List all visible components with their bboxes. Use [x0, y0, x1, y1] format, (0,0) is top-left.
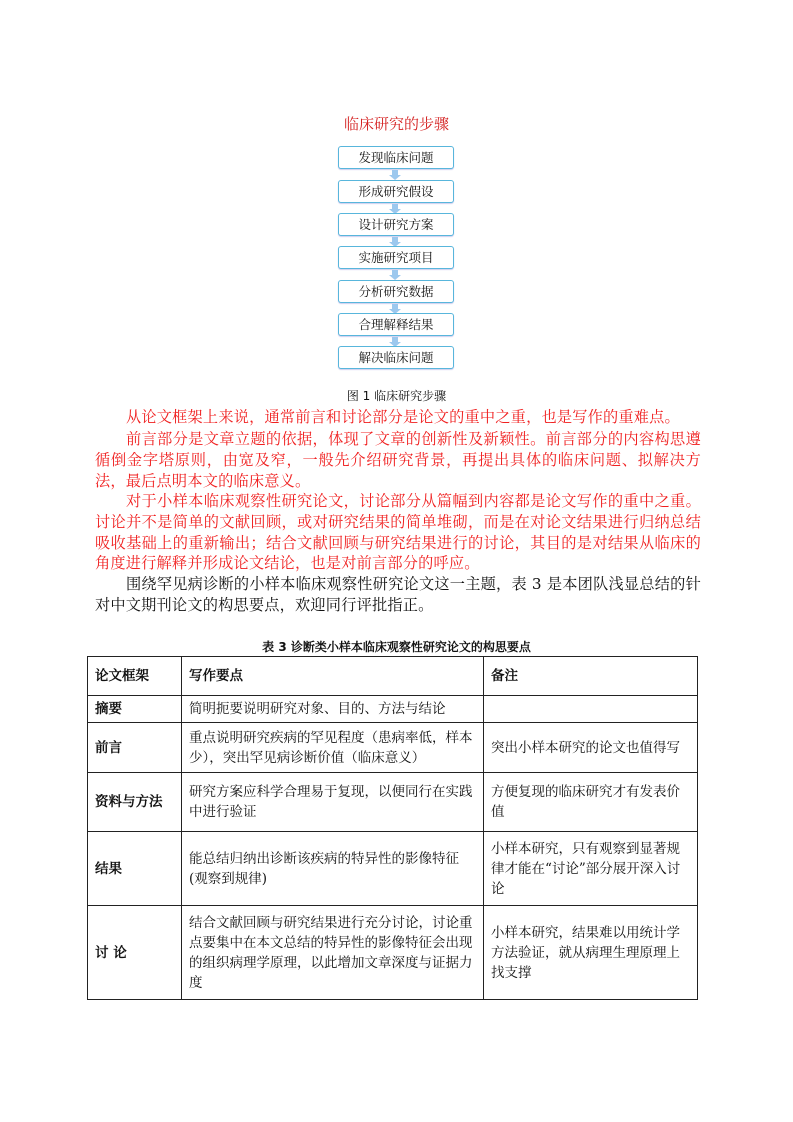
key-point-cell: 简明扼要说明研究对象、目的、方法与结论: [182, 696, 484, 723]
section-cell: 前言: [88, 723, 182, 773]
flow-step: 合理解释结果: [338, 313, 454, 336]
flow-step: 实施研究项目: [338, 246, 454, 269]
figure-caption: 图 1 临床研究步骤: [346, 389, 447, 403]
flow-step: 发现临床问题: [338, 146, 454, 169]
table-row: [88, 696, 698, 723]
header-cell: 写作要点: [182, 657, 484, 696]
flow-step: 分析研究数据: [338, 280, 454, 303]
figure-title: 临床研究的步骤: [343, 115, 449, 133]
flow-step: 设计研究方案: [338, 213, 454, 236]
header-cell: 论文框架: [88, 657, 182, 696]
note-cell: 方便复现的临床研究才有发表价值: [484, 773, 698, 832]
paragraph: 对于小样本临床观察性研究论文，讨论部分从篇幅到内容都是论文写作的重中之重。讨论并不是简单的文献回顾，或对研究结果的简单堆砌，而是在对论文结果进行归纳总结吸收基础上的重新输出；结合文献回顾与研究结果进行的讨论，其目的是对结果从临床的角度进行解释并形成论文结论，也是对前言部分的呼应。: [95, 492, 701, 573]
section-cell: 资料与方法: [88, 773, 182, 832]
flow-step: 形成研究假设: [338, 180, 454, 203]
section-cell: 讨 论: [88, 906, 182, 1000]
paragraph: 前言部分是文章立题的依据，体现了文章的创新性及新颖性。前言部分的内容构思遵循倒金字塔原则，由宽及窄，一般先介绍研究背景，再提出具体的临床问题、拟解决方法，最后点明本文的临床意义。: [95, 430, 701, 490]
table-row: [88, 832, 698, 906]
note-cell: 小样本研究，结果难以用统计学方法验证，就从病理生理原理上找支撑: [484, 906, 698, 1000]
paragraph: 围绕罕见病诊断的小样本临床观察性研究论文这一主题，表 3 是本团队浅显总结的针对中文期刊论文的构思要点，欢迎同行评批指正。: [95, 575, 701, 614]
note-cell: 小样本研究，只有观察到显著规律才能在“讨论”部分展开深入讨论: [484, 832, 698, 906]
outline-table: [87, 656, 698, 1000]
table-header-row: [88, 657, 698, 696]
flow-step: 解决临床问题: [338, 346, 454, 369]
note-cell: 突出小样本研究的论文也值得写: [484, 723, 698, 773]
key-point-cell: 重点说明研究疾病的罕见程度（患病率低，样本少），突出罕见病诊断价值（临床意义）: [182, 723, 484, 773]
paragraph: 从论文框架上来说，通常前言和讨论部分是论文的重中之重，也是写作的重难点。: [126, 408, 680, 426]
key-point-cell: 结合文献回顾与研究结果进行充分讨论，讨论重点要集中在本文总结的特异性的影像特征会出现的组织病理学原理，以此增加文章深度与证据力度: [182, 906, 484, 1000]
table-row: [88, 906, 698, 1000]
section-cell: 摘要: [88, 696, 182, 723]
table-row: [88, 773, 698, 832]
table-row: [88, 723, 698, 773]
key-point-cell: 能总结归纳出诊断该疾病的特异性的影像特征(观察到规律): [182, 832, 484, 906]
note-cell: [484, 696, 698, 723]
table-caption: 表 3 诊断类小样本临床观察性研究论文的构思要点: [262, 640, 531, 654]
header-cell: 备注: [484, 657, 698, 696]
key-point-cell: 研究方案应科学合理易于复现，以便同行在实践中进行验证: [182, 773, 484, 832]
section-cell: 结果: [88, 832, 182, 906]
